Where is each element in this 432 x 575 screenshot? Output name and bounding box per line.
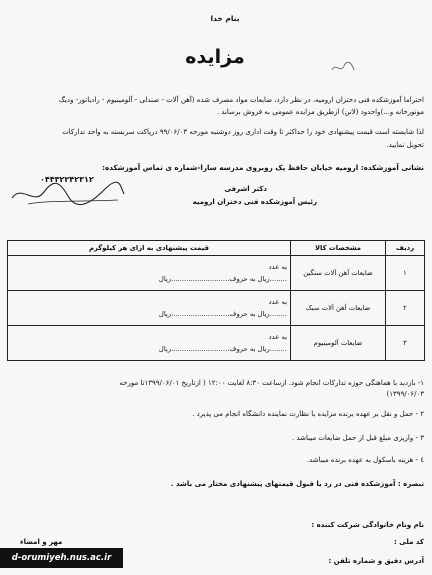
bismillah-heading: بنام خدا	[210, 14, 240, 23]
page-title: مزایده	[185, 46, 245, 68]
intro-line-4: تحویل نمایید.	[386, 141, 424, 149]
table-header-row	[8, 241, 425, 256]
col-header-price: قیمت پیشنهادی به ازای هر کیلوگرم	[8, 241, 291, 256]
price-words-label: ........ریال به حروف...........................ریال	[158, 275, 287, 283]
col-header-item: مشخصات کالا	[291, 241, 386, 256]
table-row	[8, 256, 425, 291]
table-row	[8, 326, 425, 361]
price-words-label: ........ریال به حروف...........................ریال	[158, 345, 287, 353]
stamp-signature-field[interactable]: مهر و امضاء	[20, 538, 63, 546]
row-number: ۲	[386, 291, 425, 326]
address-line: نشانی آموزشکده: ارومیه خیابان حافظ یک روبروی مدرسه سارا-شماره ی تماس آموزشکده:	[102, 163, 424, 172]
price-cell[interactable]	[8, 291, 291, 326]
signatory-name: دکتر اشرفی	[224, 185, 267, 193]
col-header-row-number: ردیف	[386, 241, 425, 256]
table-row	[8, 291, 425, 326]
item-name: ضایعات آلومینیوم	[291, 326, 386, 361]
row-number: ۳	[386, 326, 425, 361]
intro-line-1: احتراما آموزشکده فنی دختران ارومیه، در نظر دارد، ضایعات مواد مصرف شده (آهن آلات - صندلی - آلومینیوم - رادیاتور- ودیگ	[58, 96, 424, 104]
row-number: ۱	[386, 256, 425, 291]
note-scale-fee: ٤ - هزینه باسکول به عهده برنده میباشد.	[306, 456, 424, 464]
note-visit: ۱- بازدید با هماهنگی حوزه تدارکات انجام شود. ازساعت ۸:۳۰ لغایت ۱۲:۰۰ ( ازتاریخ ۱۳۹۹/۰۶/۰۱تا مورخه	[119, 379, 424, 387]
price-digits-label: به عدد	[268, 263, 287, 271]
note-transport: ۲ - حمل و نقل بر عهده برنده مزایده با نظارت نماینده دانشگاه انجام می پذیرد .	[192, 410, 424, 418]
price-cell[interactable]	[8, 256, 291, 291]
intro-line-2: موتورخانه و...)واحدود (لاتن) ازطریق مزایده عمومی به فروش برساند .	[216, 108, 424, 116]
price-digits-label: به عدد	[268, 298, 287, 306]
note-payment: ۳ - واریزی مبلغ قبل از حمل ضایعات میباشد .	[292, 434, 424, 442]
phone-number: ۰۴۴۳۲۲۴۲۳۱۲	[40, 175, 94, 184]
scribble-mark-icon	[330, 58, 356, 76]
price-digits-label: به عدد	[268, 333, 287, 341]
intro-line-3: لذا شایسته است قیمت پیشنهادی خود را حداکثر تا وقت اداری روز دوشنبه مورخه ۹۹/۰۶/۰۳ درپاکت سربسته به واحد تدارکات	[62, 128, 424, 136]
national-code-field[interactable]: کد ملی :	[393, 538, 424, 546]
price-words-label: ........ریال به حروف...........................ریال	[158, 310, 287, 318]
note-visit-date: ۱۳۹۹/۰۶/۰۳)	[386, 390, 424, 398]
remark: تبصره : آموزشکده فنی در رد یا قبول قیمتهای پیشنهادی مختار می باشد .	[170, 480, 424, 488]
site-url-badge[interactable]: d-orumiyeh.nus.ac.ir	[0, 548, 123, 568]
item-name: ضایعات آهن آلات سنگین	[291, 256, 386, 291]
address-phone-field[interactable]: آدرس دقیق و شماره تلفن :	[328, 557, 424, 565]
bid-table	[7, 240, 425, 361]
handwritten-signature-icon	[8, 176, 128, 214]
item-name: ضایعات آهن آلات سبک	[291, 291, 386, 326]
participant-name-field[interactable]: نام ونام خانوادگی شرکت کننده :	[311, 521, 424, 529]
price-cell[interactable]	[8, 326, 291, 361]
signatory-role: رئیس آموزشکده فنی دختران ارومیه	[192, 198, 317, 206]
